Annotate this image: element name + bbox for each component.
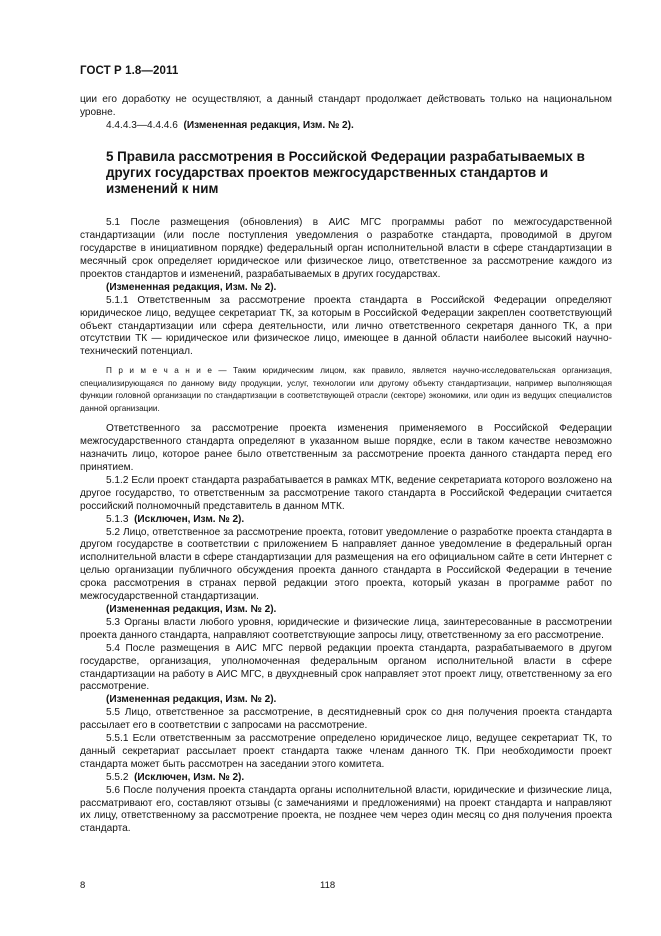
paragraph: 5.4 После размещения в АИС МГС первой редакции проекта стандарта, разрабатываемого в другом государстве, организация, уполномоченная федеральным органом исполнительной власти в сфере стандартизации на работу в АИС МГС, в двухдневный срок направляет этот проект лицу, ответственному за его рассмотрение. [80,642,612,693]
paragraph: 5.6 После получения проекта стандарта органы исполнительной власти, юридические и физические лица, рассматривают его, составляют отзывы (с замечаниями и предложениями) на проект стандарта и направляют их лицу, ответственному за рассмотрение проекта, не позднее чем через один месяц со дня получения проекта стандарта. [80,784,612,835]
document-body [80,94,612,836]
exclusion-note: (Исключен, Изм. № 2). [134,771,245,783]
amendment-note: (Измененная редакция, Изм. № 2). [183,119,354,131]
clause-ref: 4.4.4.3—4.4.4.6 [106,119,178,131]
section-title: 5 Правила рассмотрения в Российской Федерации разрабатываемых в других государствах проектов межгосударственных стандартов и изменений к ним [106,148,585,197]
paragraph-excluded [80,514,612,527]
clause-ref: 5.5.2 [106,771,129,783]
amendment-note: (Измененная редакция, Изм. № 2). [106,603,277,615]
paragraph: ции его доработку не осуществляют, а данный стандарт продолжает действовать только на национальном уровне. [80,94,612,118]
paragraph: Ответственного за рассмотрение проекта изменения применяемого в Российской Федерации межгосударственного стандарта определяют в указанном выше порядке, если в таком качестве невозможно назначить лицо, которое ранее было ответственным за рассмотрение проекта данного стандарта перед его принятием. [80,423,612,474]
paragraph: 5.3 Органы власти любого уровня, юридические и физические лица, заинтересованные в рассмотрении проекта данного стандарта, направляют соответствующие запросы лицу, ответственному за его рассмотрение. [80,616,612,641]
exclusion-note: (Исключен, Изм. № 2). [134,513,245,525]
page-number: 8 [80,880,86,891]
page-header: ГОСТ Р 1.8—2011 [80,65,179,77]
note-text: Таким юридическим лицом, как правило, является научно-исследовательская организация, специализирующаяся по данному виду продукции, услуг, технологии или другому объекту стандартизации, например выполняющая функции головной организации по стандартизации в соответствующей отрасли (секторе) экономики, или один из ведущих специалистов данной организации. [80,366,612,413]
amendment-note: (Измененная редакция, Изм. № 2). [106,694,277,706]
paragraph: 5.5 Лицо, ответственное за рассмотрение, в десятидневный срок со дня получения проекта стандарта рассылает его в соответствии с запросами на рассмотрение. [80,707,612,732]
paragraph: 5.1.1 Ответственным за рассмотрение проекта стандарта в Российской Федерации определяют юридическое лицо, ведущее секретариат ТК, за которым в Российской Федерации закреплен соответствующий объект стандартизации или сфера деятельности, или лично ответственного секретаря данного ТК, а при отсутствии ТК — юридическое или физическое лицо, имеющее в данной области наиболее высокий научно-технический потенциал. [80,294,612,358]
paragraph: 5.1 После размещения (обновления) в АИС МГС программы работ по межгосударственной стандартизации (или после поступления уведомления о разработке стандарта, проводимой в другом государстве в инициативном порядке) федеральный орган исполнительной власти в сфере стандартизации в месячный срок определяет юридическое или физическое лицо, ответственное за рассмотрение каждого из проектов стандартов и изменений, разрабатываемых в других государствах. [80,217,612,280]
paragraph: 5.1.2 Если проект стандарта разрабатывается в рамках МТК, ведение секретариата которого возложено на другое государство, то ответственным за рассмотрение такого стандарта в Российской Федерации считается российский полномочный представитель в данном МТК. [80,474,612,512]
paragraph-amendment [80,120,612,133]
clause-ref: 5.1.3 [106,513,129,525]
paragraph-excluded [80,772,612,785]
page-number-secondary: 118 [320,880,336,891]
amendment-note: (Измененная редакция, Изм. № 2). [106,281,277,293]
paragraph: 5.2 Лицо, ответственное за рассмотрение проекта, готовит уведомление о разработке проекта стандарта в другом государстве в соответствии с приложением Б направляет данное уведомление в федеральный орган исполнительной власти в сфере стандартизации для размещения на его официальном сайте в сети Интернет с целью организации публичного обсуждения проекта данного стандарта в Российской Федерации в течение срока рассмотрения в странах первой редакции этого проекта, который указан в программе работ по межгосударственной стандартизации. [80,526,612,603]
note [80,365,612,415]
paragraph: 5.5.1 Если ответственным за рассмотрение определено юридическое лицо, ведущее секретариат ТК, то данный секретариат рассылает проект стандарта также членам данного ТК. При необходимости проект стандарта может быть рассмотрен на заседании этого комитета. [80,733,612,770]
note-label: П р и м е ч а н и е — [106,366,227,376]
